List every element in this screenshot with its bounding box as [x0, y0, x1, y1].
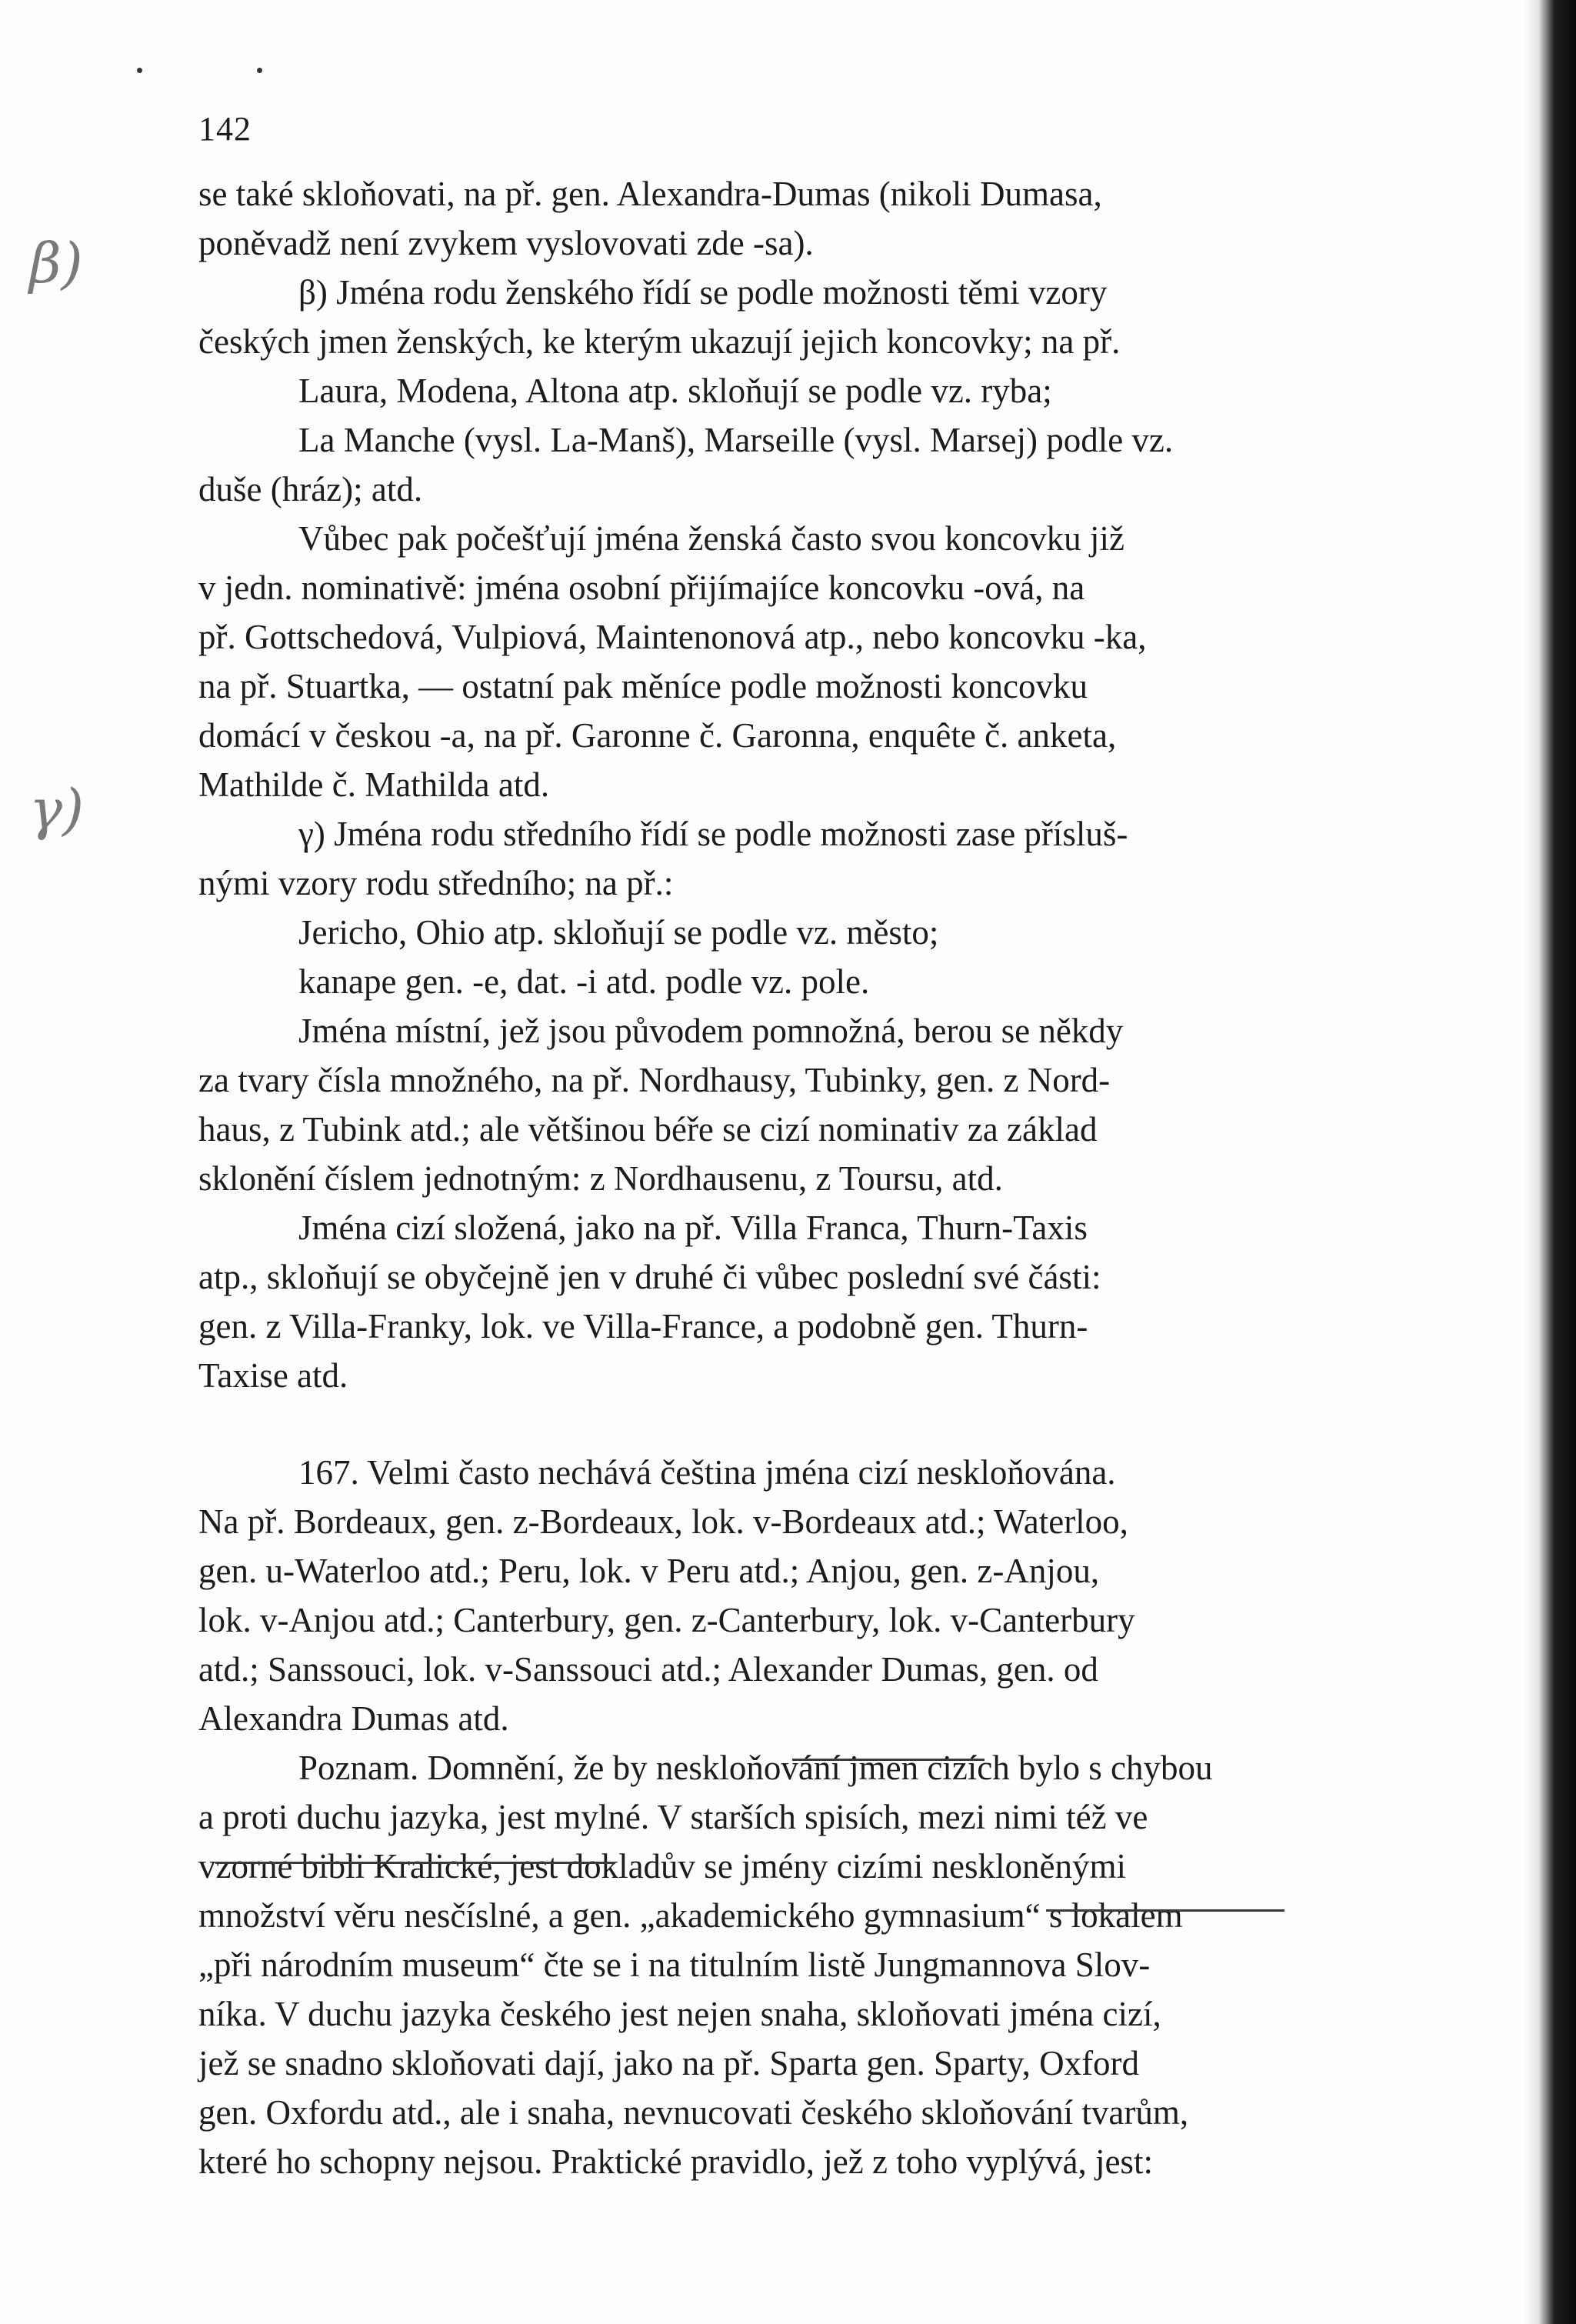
text-line: Na př. Bordeaux, gen. z-Bordeaux, lok. v-Bordeaux atd.; Waterloo, [198, 1502, 1128, 1541]
section-gap [198, 1400, 1441, 1448]
text-line: na př. Stuartka, — ostatní pak měníce podle možnosti koncovku [198, 667, 1088, 705]
margin-note-beta: β) [29, 231, 83, 295]
text-line: Vůbec pak počešťují jména ženská často svou koncovku již [298, 519, 1125, 558]
text-line: haus, z Tubink atd.; ale většinou béře se cizí nominativ za základ [198, 1110, 1098, 1149]
text-line: se také skloňovati, na př. gen. Alexandra-Dumas (nikoli Dumasa, [198, 175, 1102, 213]
text-line: Taxise atd. [198, 1356, 348, 1395]
text-line: gen. z Villa-Franky, lok. ve Villa-France, a podobně gen. Thurn- [198, 1307, 1088, 1345]
text-line: domácí v českou -a, na př. Garonne č. Garonna, enquête č. anketa, [198, 716, 1117, 755]
pencil-underline [1046, 1909, 1284, 1912]
text-line: kanape gen. -e, dat. -i atd. podle vz. pole. [298, 962, 870, 1001]
text-line: γ) Jména rodu středního řídí se podle možnosti zase přísluš- [298, 815, 1128, 853]
text-line: atd.; Sanssouci, lok. v-Sanssouci atd.; Alexander Dumas, gen. od [198, 1650, 1098, 1689]
note-line: níka. V duchu jazyka českého jest nejen snaha, skloňovati jména cizí, [198, 1995, 1161, 2033]
text-line: La Manche (vysl. La-Manš), Marseille (vysl. Marsej) podle vz. [298, 421, 1174, 459]
note-line: „při národním museum“ čte se i na titulním listě Jungmannova Slov- [198, 1946, 1151, 1984]
pencil-underline [215, 1862, 615, 1864]
text-line: Alexandra Dumas atd. [198, 1699, 509, 1738]
note-line: které ho schopny nejsou. Praktické pravidlo, jež z toho vyplývá, jest: [198, 2142, 1153, 2181]
text-line: v jedn. nominativě: jména osobní přijímajíce koncovku -ová, na [198, 568, 1085, 607]
body-text [198, 169, 1441, 2186]
text-line: Jericho, Ohio atp. skloňují se podle vz. město; [298, 913, 939, 952]
section-heading-line: 167. Velmi často nechává čeština jména cizí neskloňována. [298, 1453, 1116, 1492]
note-line: množství věru nesčíslné, a gen. „akademického gymnasium“ s lokalem [198, 1896, 1183, 1935]
text-line: β) Jména rodu ženského řídí se podle možnosti těmi vzory [298, 273, 1108, 312]
text-line: českých jmen ženských, ke kterým ukazují jejich koncovky; na př. [198, 322, 1121, 361]
pencil-underline [792, 1759, 985, 1761]
margin-note-gamma: γ) [29, 777, 85, 842]
text-line: za tvary čísla množného, na př. Nordhausy, Tubinky, gen. z Nord- [198, 1061, 1111, 1099]
note-line: vzorné bibli Kralické, jest dokladův se jmény cizími neskloněnými [198, 1847, 1126, 1886]
dust-speck [257, 68, 262, 73]
text-line: duše (hráz); atd. [198, 470, 423, 508]
page-number: 142 [198, 110, 252, 148]
text-line: sklonění číslem jednotným: z Nordhausenu, z Toursu, atd. [198, 1159, 1003, 1198]
text-line: gen. u-Waterloo atd.; Peru, lok. v Peru atd.; Anjou, gen. z-Anjou, [198, 1552, 1100, 1590]
note-line: gen. Oxfordu atd., ale i snaha, nevnucovati českého skloňování tvarům, [198, 2093, 1189, 2132]
text-line: Jména cizí složená, jako na př. Villa Franca, Thurn-Taxis [298, 1209, 1088, 1247]
text-line: poněvadž není zvykem vyslovovati zde -sa). [198, 224, 814, 262]
text-line: lok. v-Anjou atd.; Canterbury, gen. z-Canterbury, lok. v-Canterbury [198, 1601, 1135, 1639]
text-line: atp., skloňují se obyčejně jen v druhé či vůbec poslední své části: [198, 1258, 1101, 1296]
note-line: a proti duchu jazyka, jest mylné. V starších spisích, mezi nimi též ve [198, 1798, 1148, 1836]
text-line: Laura, Modena, Altona atp. skloňují se podle vz. ryba; [298, 372, 1052, 410]
text-line: př. Gottschedová, Vulpiová, Maintenonová atp., nebo koncovku -ka, [198, 618, 1147, 656]
text-line: Jména místní, jež jsou původem pomnožná, berou se někdy [298, 1012, 1124, 1050]
text-line: nými vzory rodu středního; na př.: [198, 864, 674, 902]
dust-speck [137, 68, 142, 73]
page-edge-shadow [1522, 0, 1576, 2324]
text-line: Mathilde č. Mathilda atd. [198, 765, 550, 804]
note-line: Poznam. Domnění, že by neskloňování jmen cizích bylo s chybou [298, 1749, 1213, 1787]
note-line: jež se snadno skloňovati dají, jako na př. Sparta gen. Sparty, Oxford [198, 2044, 1140, 2082]
